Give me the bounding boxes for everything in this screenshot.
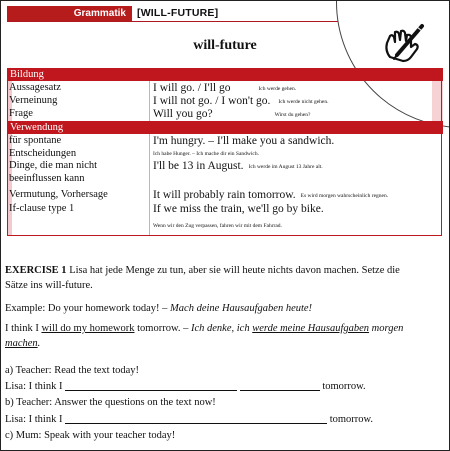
example-text: Will you go? — [153, 108, 213, 120]
answer-pre: I think I — [5, 323, 42, 334]
translation-text: Ich werde gehen. — [258, 86, 297, 92]
section-heading-bildung: Bildung — [7, 68, 443, 81]
row-label: Vermutung, Vorhersage — [9, 189, 108, 200]
bildung-rows — [7, 81, 443, 121]
row-example — [153, 189, 441, 202]
translation-text: Ich habe Hunger. – Ich mache dir ein Sandwich. — [153, 151, 259, 157]
row-label: If-clause type 1 — [9, 203, 75, 214]
translation-text: Ich werde im August 13 Jahre alt. — [248, 164, 323, 170]
answer-blank[interactable] — [240, 380, 320, 391]
row-label: Entscheidungen — [9, 148, 77, 159]
answer-end: tomorrow. — [322, 381, 366, 392]
answer-blank[interactable] — [65, 380, 237, 391]
example-text: I will not go. / I won't go. — [153, 95, 271, 107]
row-example: I'm hungry. – I'll make you a sandwich. — [153, 135, 335, 147]
answer-german-underlined: machen — [5, 338, 38, 349]
answer-german-mid: morgen — [369, 323, 404, 334]
answer-post: tomorrow. – — [134, 323, 191, 334]
example-line — [5, 301, 445, 316]
row-label: Frage — [9, 108, 33, 119]
example-prefix: Example: Do your homework today! – — [5, 303, 171, 314]
example-german: Mach deine Hausaufgaben heute! — [170, 303, 313, 314]
example-text: I will go. / I'll go — [153, 82, 231, 94]
verwendung-rows — [7, 134, 443, 235]
row-label: für spontane — [9, 135, 62, 146]
row-label: beeinflussen kann — [9, 173, 85, 184]
row-example — [153, 82, 441, 95]
exercise-item-answer — [5, 412, 445, 427]
header-unit: [WILL-FUTURE] — [137, 7, 219, 19]
row-label: Verneinung — [9, 95, 58, 106]
exercise-item-prompt: a) Teacher: Read the text today! — [5, 365, 140, 376]
answer-german-pre: Ich denke, ich — [190, 323, 253, 334]
answer-end: tomorrow. — [329, 414, 374, 425]
row-example — [153, 95, 441, 108]
example-text: It will probably rain tomorrow. — [153, 189, 296, 201]
row-label: Aussagesatz — [9, 82, 61, 93]
row-example: If we miss the train, we'll go by bike. — [153, 203, 324, 215]
row-example — [153, 160, 441, 173]
answer-blank[interactable] — [65, 413, 327, 424]
header-bar — [7, 6, 344, 22]
translation-text: Wirst du gehen? — [274, 112, 311, 118]
answer-underlined: will do my homework — [41, 323, 135, 334]
translation-text: Ich werde nicht gehen. — [278, 99, 329, 105]
exercise-item-prompt: b) Teacher: Answer the questions on the text now! — [5, 397, 216, 408]
example-text: I'll be 13 in August. — [153, 160, 244, 172]
example-answer — [5, 321, 445, 336]
page-title: will-future — [193, 38, 257, 53]
grammar-table — [7, 68, 443, 235]
exercise-instruction — [5, 263, 445, 278]
translation-text: Es wird morgen wahrscheinlich regnen. — [300, 193, 389, 199]
translation-text: Wenn wir den Zug verpassen, fahren wir mit dem Fahrrad. — [153, 223, 282, 229]
header-tag: Grammatik — [7, 6, 132, 21]
answer-german-end: . — [37, 338, 41, 349]
answer-lead: Lisa: I think I — [5, 414, 63, 425]
answer-german-underlined: werde meine Hausaufgaben — [252, 323, 370, 334]
row-label: Dinge, die man nicht — [9, 160, 98, 171]
answer-lead: Lisa: I think I — [5, 381, 63, 392]
exercise-label: EXERCISE 1 — [5, 265, 67, 276]
section-heading-verwendung: Verwendung — [7, 121, 443, 134]
exercise-item-answer — [5, 379, 445, 394]
instruction-line-2: Sätze ins will-future. — [5, 280, 93, 291]
instruction-line-1: Lisa hat jede Menge zu tun, aber sie will heute nichts davon machen. Setze die — [66, 265, 400, 276]
exercise-item-prompt: c) Mum: Speak with your teacher today! — [5, 430, 176, 441]
example-answer-cont — [5, 336, 445, 351]
row-example — [153, 108, 441, 121]
